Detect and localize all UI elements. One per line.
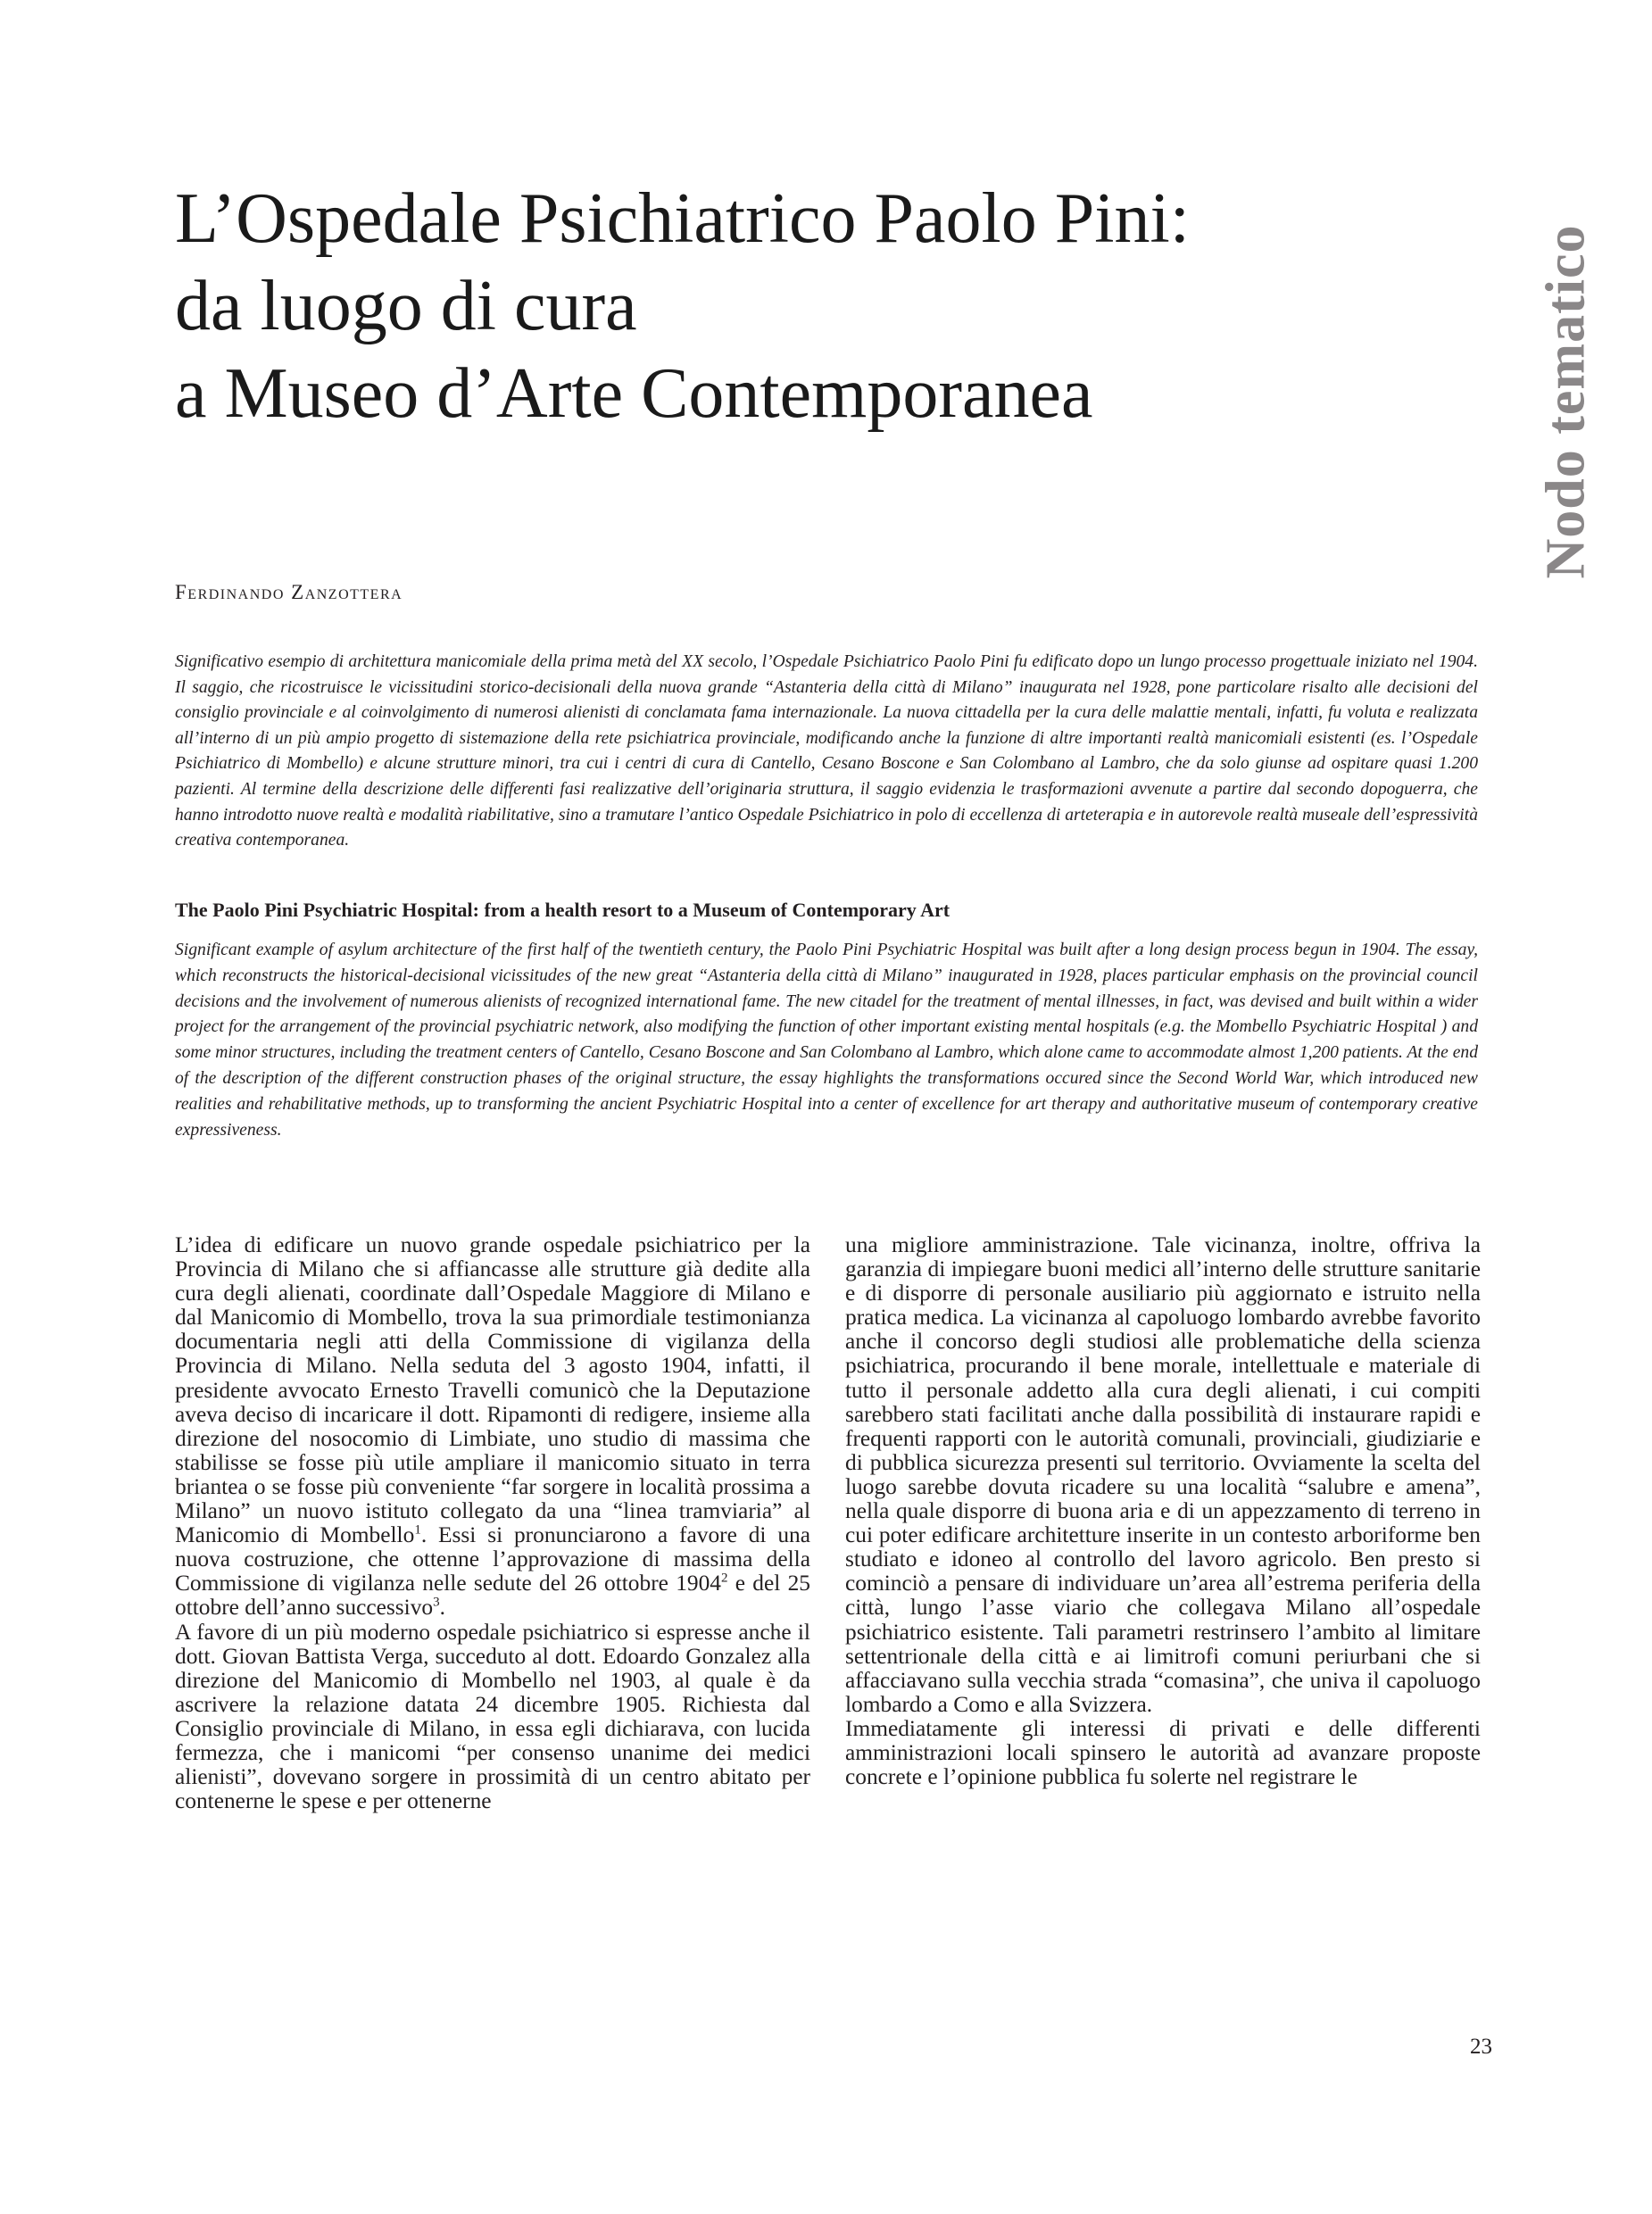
body-text: e del 25 ottobre dell’anno successivo: [175, 1571, 810, 1621]
body-column-right: [845, 1233, 1481, 1789]
footnote-ref-1: 1: [414, 1522, 421, 1538]
footnote-ref-3: 3: [433, 1595, 440, 1610]
title-line-2: da luogo di cura: [175, 267, 637, 345]
section-side-label: [1517, 205, 1615, 598]
english-title: The Paolo Pini Psychiatric Hospital: from a health resort to a Museum of Contemporary Art: [175, 899, 951, 921]
body-text: . Essi si pronunciarono a favore di una nuova costruzione, che ottenne l’approvazione di massima della Commissione di vigilanza nelle sedute del 26 ottobre 1904: [175, 1522, 810, 1596]
body-paragraph: A favore di un più moderno ospedale psichiatrico si espresse anche il dott. Giovan Battista Verga, succeduto al dott. Edoardo Gonzalez alla direzione del Manicomio di Mombello nel 1903, al quale è da ascrivere la relazione datata 24 dicembre 1905. Richiesta dal Consiglio provinciale di Milano, in essa egli dichiarava, con lucida fermezza, che i manicomi “per consenso unanime dei medici alienisti”, dovevano sorgere in prossimità di un centro abitato per contenerne le spese e per ottenerne: [175, 1619, 810, 1814]
footnote-ref-2: 2: [720, 1571, 728, 1586]
page-number: 23: [1470, 2035, 1492, 2059]
abstract-english: Significant example of asylum architecture of the first half of the twentieth century, the Paolo Pini Psychiatric Hospital was built after a long design process begun in 1904. The essay, which reconstructs the historical-decisional vicissitudes of the new great “Astanteria della città di Milano” inaugurated in 1928, places particular emphasis on the provincial council decisions and the involvement of numerous alienists of recognized international fame. The new citadel for the treatment of mental illnesses, in fact, was devised and built within a wider project for the arrangement of the provincial psychiatric network, also modifying the function of other important existing mental hospitals (e.g. the Mombello Psychiatric Hospital ) and some minor structures, including the treatment centers of Cantello, Cesano Boscone and San Colombano al Lambro, which alone came to accommodate almost 1,200 patients. At the end of the description of the different construction phases of the original structure, the essay highlights the transformations occured since the Second World War, which introduced new realities and rehabilitative methods, up to transforming the ancient Psychiatric Hospital into a center of excellence for art therapy and authoritative museum of contemporary creative expressiveness.: [175, 941, 1478, 1140]
article-title: [175, 175, 1514, 437]
section-side-label-text: Nodo tematico: [1535, 224, 1597, 579]
abstract-italian: Significativo esempio di architettura manicomiale della prima metà del XX secolo, l’Ospedale Psichiatrico Paolo Pini fu edificato dopo un lungo processo progettuale iniziato nel 1904. Il saggio, che ricostruisce le vicissitudini storico-decisionali della nuova grande “Astanteria della città di Milano” inaugurata nel 1928, pone particolare risalto alle decisioni del consiglio provinciale e al coinvolgimento di numerosi alienisti di conclamata fama internazionale. La nuova cittadella per la cura delle malattie mentali, infatti, fu voluta e realizzata all’interno di un più ampio progetto di sistemazione della rete psichiatrica provinciale, modificando anche la funzione di altre importanti realtà manicomiali esistenti (es. l’Ospedale Psichiatrico di Mombello) e alcune strutture minori, tra cui i centri di cura di Cantello, Cesano Boscone e San Colombano al Lambro, che da solo giunse ad ospitare quasi 1.200 pazienti. Al termine della descrizione delle differenti fasi realizzative dell’originaria struttura, il saggio evidenzia le trasformazioni avvenute a partire dal secondo dopoguerra, che hanno introdotto nuove realtà e modalità riabilitative, sino a tramutare l’antico Ospedale Psichiatrico in polo di eccellenza di arteterapia e in autorevole realtà museale dell’espressività creativa contemporanea.: [175, 652, 1478, 850]
body-text: L’idea di edificare un nuovo grande ospedale psichiatrico per la Provincia di Milano che si affiancasse alle strutture già dedite alla cura degli alienati, coordinate dall’Ospedale Maggiore di Milano e dal Manicomio di Mombello, trova la sua primordiale testimonianza documentaria negli atti della Commissione di vigilanza della Provincia di Milano. Nella seduta del 3 agosto 1904, infatti, il presidente avvocato Ernesto Travelli comunicò che la Deputazione aveva deciso di incaricare il dott. Ripamonti di redigere, insieme alla direzione del nosocomio di Limbiate, uno studio di massima che stabilisse se fosse più utile ampliare il manicomio situato in terra briantea o se fosse più conveniente “far sorgere in località prossima a Milano” un nuovo istituto collegato da una “linea tramviaria” al Manicomio di Mombello: [175, 1232, 810, 1548]
body-paragraph: una migliore amministrazione. Tale vicinanza, inoltre, offriva la garanzia di impiegare buoni medici all’interno delle strutture sanitarie e di disporre di personale ausiliario più aggiornato e istruito nella pratica medica. La vicinanza al capoluogo lombardo avrebbe favorito anche il concorso degli studiosi alle problematiche della scienza psichiatrica, procurando il bene morale, intellettuale e materiale di tutto il personale addetto alla cura degli alienati, i cui compiti sarebbero stati facilitati anche dalla possibilità di instaurare rapidi e frequenti rapporti con le autorità comunali, provinciali, giudiziarie e di pubblica sicurezza presenti sul territorio. Ovviamente la scelta del luogo sarebbe dovuta ricadere su una località “salubre e amena”, nella quale disporre di buona aria e di un appezzamento di terreno in cui poter edificare architetture inserite in un contesto arboriforme ben studiato e idoneo al controllo del lavoro agricolo. Ben presto si cominciò a pensare di individuare un’area all’estrema periferia della città, lungo l’asse viario che collegava Milano all’ospedale psichiatrico esistente. Tali parametri restrinsero l’ambito al limitare settentrionale della città e ai limitrofi comuni periurbani che si affacciavano sulla vecchia strada “comasina”, che univa il capoluogo lombardo a Como e alla Svizzera.: [845, 1232, 1481, 1717]
body-text: .: [439, 1595, 445, 1621]
body-column-left: [175, 1233, 810, 1813]
author-name: Ferdinando Zanzottera: [175, 581, 403, 603]
body-paragraph: Immediatamente gli interessi di privati e delle differenti amministrazioni locali spinsero le autorità ad avanzare proposte concrete e l’opinione pubblica fu solerte nel registrare le: [845, 1715, 1481, 1790]
body-paragraph: [175, 1233, 810, 1621]
title-line-3: a Museo d’Arte Contemporanea: [175, 354, 1093, 433]
title-line-1: L’Ospedale Psichiatrico Paolo Pini:: [175, 179, 1190, 258]
